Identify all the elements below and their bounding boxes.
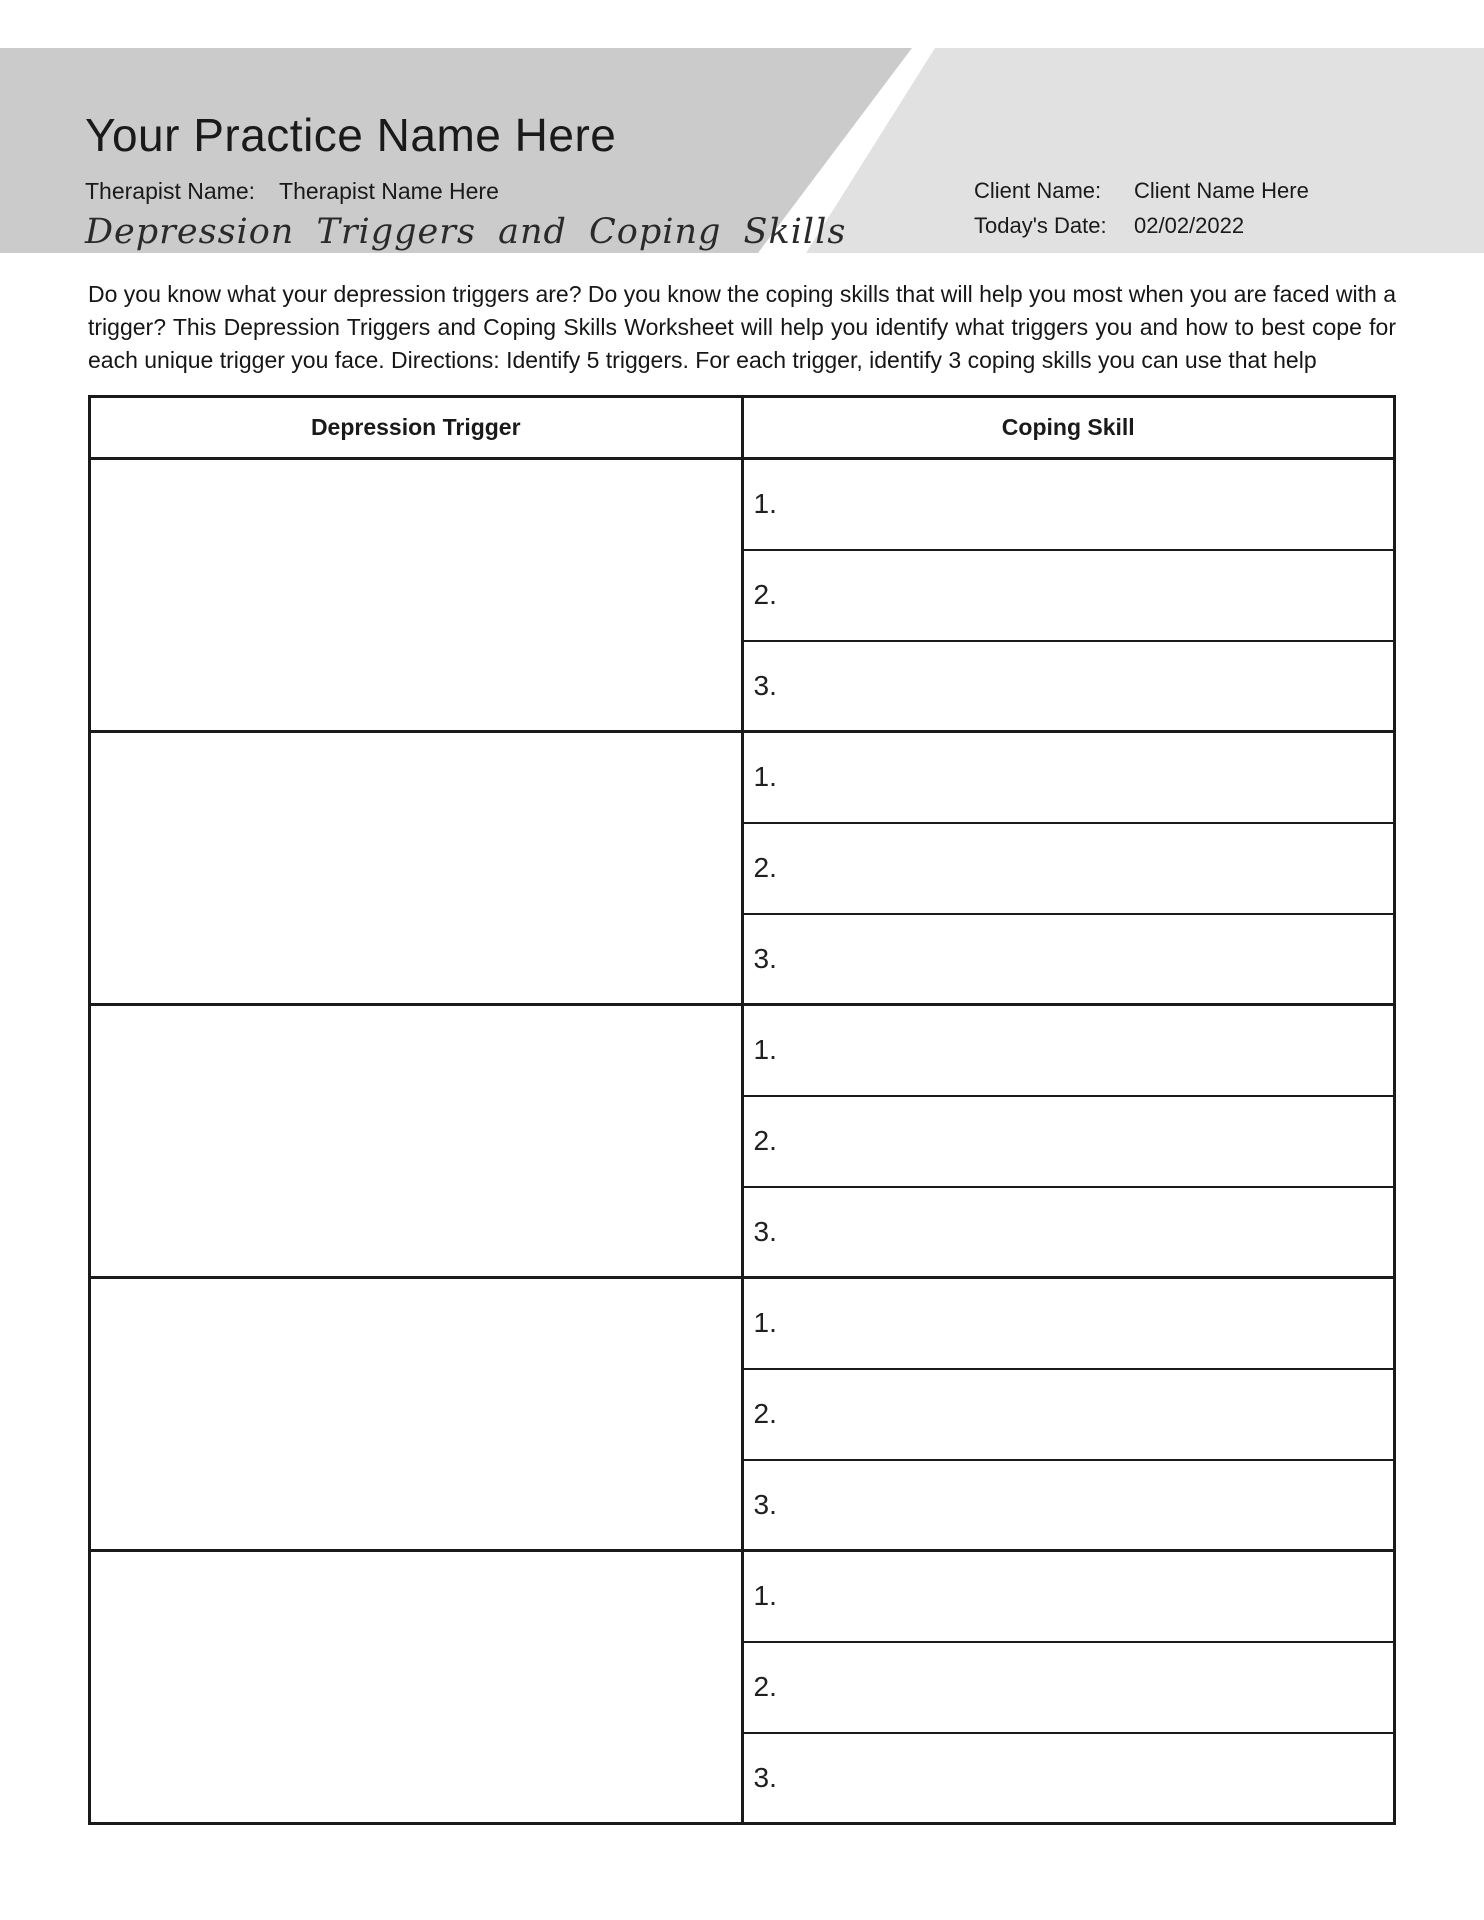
skill-cell-4-3[interactable]	[742, 1460, 1395, 1551]
skill-number: 3.	[753, 1761, 777, 1793]
client-label: Client Name:	[974, 178, 1102, 203]
date-value: 02/02/2022	[1134, 213, 1245, 238]
trigger-cell-1[interactable]	[90, 459, 743, 732]
skill-cell-3-1[interactable]	[742, 1005, 1395, 1096]
skill-cell-3-3[interactable]	[742, 1187, 1395, 1278]
skill-cell-4-1[interactable]	[742, 1278, 1395, 1369]
skill-cell-1-1[interactable]	[742, 459, 1395, 550]
therapist-label: Therapist Name:	[85, 178, 256, 204]
skill-cell-2-2[interactable]	[742, 823, 1395, 914]
skill-number: 2.	[753, 1671, 777, 1702]
letterhead	[0, 48, 1484, 253]
skill-number: 1.	[753, 1034, 777, 1066]
skill-cell-2-3[interactable]	[742, 914, 1395, 1005]
skill-number: 3.	[753, 1488, 777, 1520]
skill-number: 1.	[753, 488, 777, 520]
skill-number: 2.	[753, 1125, 777, 1156]
table-row	[90, 1278, 1395, 1369]
skill-number: 2.	[753, 579, 777, 610]
skill-number: 1.	[753, 761, 777, 793]
skill-cell-5-2[interactable]	[742, 1642, 1395, 1733]
practice-block	[85, 110, 846, 253]
skill-cell-1-2[interactable]	[742, 550, 1395, 641]
column-header-coping: Coping Skill	[742, 397, 1395, 459]
client-name: Client Name Here	[1134, 178, 1309, 203]
skill-number: 2.	[753, 1398, 777, 1429]
therapist-line	[85, 177, 846, 205]
skill-cell-5-3[interactable]	[742, 1733, 1395, 1824]
date-label: Today's Date:	[974, 213, 1107, 238]
therapist-name: Therapist Name Here	[279, 178, 499, 204]
table-row	[90, 732, 1395, 823]
skill-number: 3.	[753, 1215, 777, 1247]
table-row	[90, 1005, 1395, 1096]
intro-paragraph: Do you know what your depression triggers are? Do you know the coping skills that will help you most when you are faced with a trigger? This Depression Triggers and Coping Skills Worksheet will help you identify what triggers you and how to best cope for each unique trigger you face. Directions: Identify 5 triggers. For each trigger, identify 3 coping skills you can use that help	[88, 281, 1396, 373]
table-header-row	[90, 397, 1395, 459]
worksheet-table	[88, 395, 1396, 1825]
practice-name: Your Practice Name Here	[85, 109, 617, 161]
worksheet-title: Depression Triggers and Coping Skills	[85, 212, 847, 252]
skill-cell-5-1[interactable]	[742, 1551, 1395, 1642]
table-row	[90, 459, 1395, 550]
skill-number: 3.	[753, 669, 777, 701]
skill-number: 3.	[753, 942, 777, 974]
trigger-cell-5[interactable]	[90, 1551, 743, 1824]
trigger-cell-4[interactable]	[90, 1278, 743, 1551]
skill-cell-1-3[interactable]	[742, 641, 1395, 732]
skill-cell-2-1[interactable]	[742, 732, 1395, 823]
skill-number: 1.	[753, 1307, 777, 1339]
column-header-trigger: Depression Trigger	[90, 397, 743, 459]
client-block	[974, 178, 1309, 239]
trigger-cell-3[interactable]	[90, 1005, 743, 1278]
skill-cell-4-2[interactable]	[742, 1369, 1395, 1460]
skill-number: 2.	[753, 852, 777, 883]
trigger-cell-2[interactable]	[90, 732, 743, 1005]
skill-number: 1.	[753, 1580, 777, 1612]
skill-cell-3-2[interactable]	[742, 1096, 1395, 1187]
table-row	[90, 1551, 1395, 1642]
